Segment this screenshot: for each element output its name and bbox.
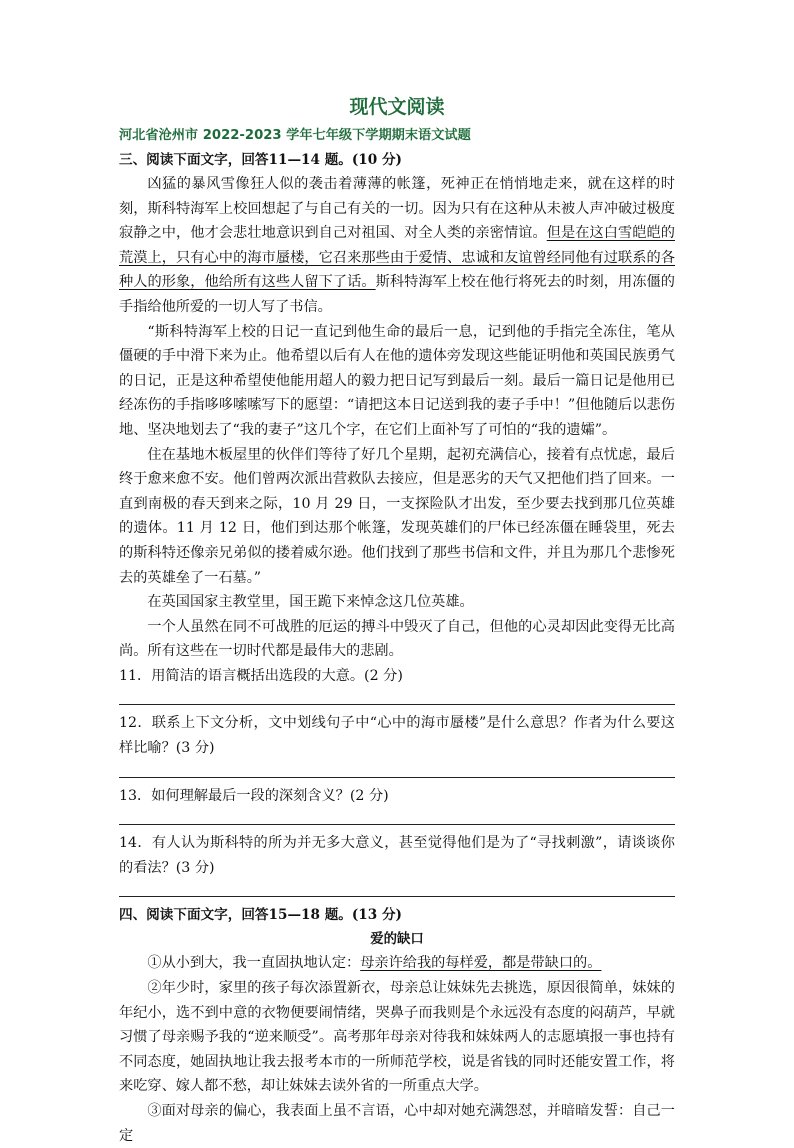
answer-line-11[interactable] xyxy=(119,688,675,705)
passage-paragraph-2: “斯科特海军上校的日记一直记到他生命的最后一息，记到他的手指完全冻住，笔从僵硬的手中滑下来为止。他希望以后有人在他的遗体旁发现这些能证明他和英国民族勇气的日记，正是这种希望使他能用超人的毅力把日记写到最后一刻。最后一篇日记是他用已经冻伤的手指哆哆嗦嗦写下的愿望：“请把这本日记送到我的妻子手中！”但他随后以悲伤地、坚决地划去了“我的妻子”这几个字，在它们上面补写了可怕的“我的遗孀”。 xyxy=(119,323,675,438)
question-11: 11．用简洁的语言概括出选段的大意。(2 分) xyxy=(119,667,403,684)
passage2-paragraph-1 xyxy=(119,951,675,976)
answer-line-13[interactable] xyxy=(119,808,675,825)
paragraph-text: 凶猛的暴风雪像狂人似的袭击着薄薄的帐篷，死神正在悄悄地走来，就在这样的时刻，斯科特海军上校回想起了与自己有关的一切。因为只有在这种从未被人声冲破过极度寂静之中，他才会悲壮地意识到自己对祖国、对全人类的亲密情谊。 xyxy=(119,176,675,242)
passage2-paragraph-2: ②年少时，家里的孩子每次添置新衣，母亲总让妹妹先去挑选，原因很简单，妹妹的年纪小，选不到中意的衣物便要闹情绪，哭鼻子而我则是个永远没有态度的闷葫芦，早就习惯了母亲赐予我的“逆来顺受”。高考那年母亲对待我和妹妹两人的志愿填报一事也持有不同态度，她固执地让我去报考本市的一所师范学校，说是省钱的同时还能安置工作，将来吃穿、嫁人都不愁，却让妹妹去读外省的一所重点大学。 xyxy=(119,980,675,1095)
passage-paragraph-1 xyxy=(119,172,675,320)
answer-line-12[interactable] xyxy=(119,761,675,778)
passage2-paragraph-3: ③面对母亲的偏心，我表面上虽不言语，心中却对她充满怨怼，并暗暗发誓：自己一定 xyxy=(119,1103,675,1144)
paragraph-text: ①从小到大，我一直固执地认定： xyxy=(147,955,361,972)
question-13: 13．如何理解最后一段的深刻含义？(2 分) xyxy=(119,787,389,804)
underlined-sentence: 但是在这白雪皑皑的荒漠上，只有心中的海市蜃楼，它召来那些由于爱情、忠诚和友谊曾经同他有过联系的各种人的形象，他给所有这些人留下了话。 xyxy=(119,225,675,291)
section-3-heading: 三、阅读下面文字，回答11—14 题。(10 分) xyxy=(119,152,402,168)
underlined-sentence: 母亲许给我的每样爱，都是带缺口的。 xyxy=(360,955,602,972)
passage-paragraph-4: 在英国国家主教堂里，国王跪下来悼念这几位英雄。 xyxy=(147,594,474,611)
page-title: 现代文阅读 xyxy=(349,96,445,118)
question-14: 14．有人认为斯科特的所为并无多大意义，甚至觉得他们是为了“寻找刺激”，请谈谈你的看法？(3 分) xyxy=(119,835,675,876)
passage-paragraph-5: 一个人虽然在同不可战胜的厄运的搏斗中毁灭了自己，但他的心灵却因此变得无比高尚。所有这些在一切时代都是最伟大的悲剧。 xyxy=(119,618,675,660)
answer-line-14[interactable] xyxy=(119,880,675,897)
source-line: 河北省沧州市 2022-2023 学年七年级下学期期末语文试题 xyxy=(119,128,471,143)
paragraph-text: 斯科特海军上校在他行将死去的时刻，用冻僵的手指给他所爱的一切人写了书信。 xyxy=(119,274,675,315)
section-4-heading: 四、阅读下面文字，回答15—18 题。(13 分) xyxy=(119,907,402,924)
question-12: 12．联系上下文分析，文中划线句子中“心中的海市蜃楼”是什么意思？作者为什么要这样比喻？(3 分) xyxy=(119,715,675,757)
passage-paragraph-3: 住在基地木板屋里的伙伴们等待了好几个星期，起初充满信心，接着有点忧虑，最后终于愈来愈不安。他们曾两次派出营救队去接应，但是恶劣的天气又把他们挡了回来。一直到南极的春天到来之际，10 月 29 日，一支探险队才出发，至少要去找到那几位英雄的遗体。11 月 12 日，他们到达那个帐篷，发现英雄们的尸体已经冻僵在睡袋里，死去的斯科特还像亲兄弟似的搂着威尔逊。他们找到了那些书信和文件，并且为那几个悲惨死去的英雄垒了一石墓。” xyxy=(119,446,675,586)
passage-subtitle: 爱的缺口 xyxy=(370,931,424,948)
document-page xyxy=(119,92,675,1148)
